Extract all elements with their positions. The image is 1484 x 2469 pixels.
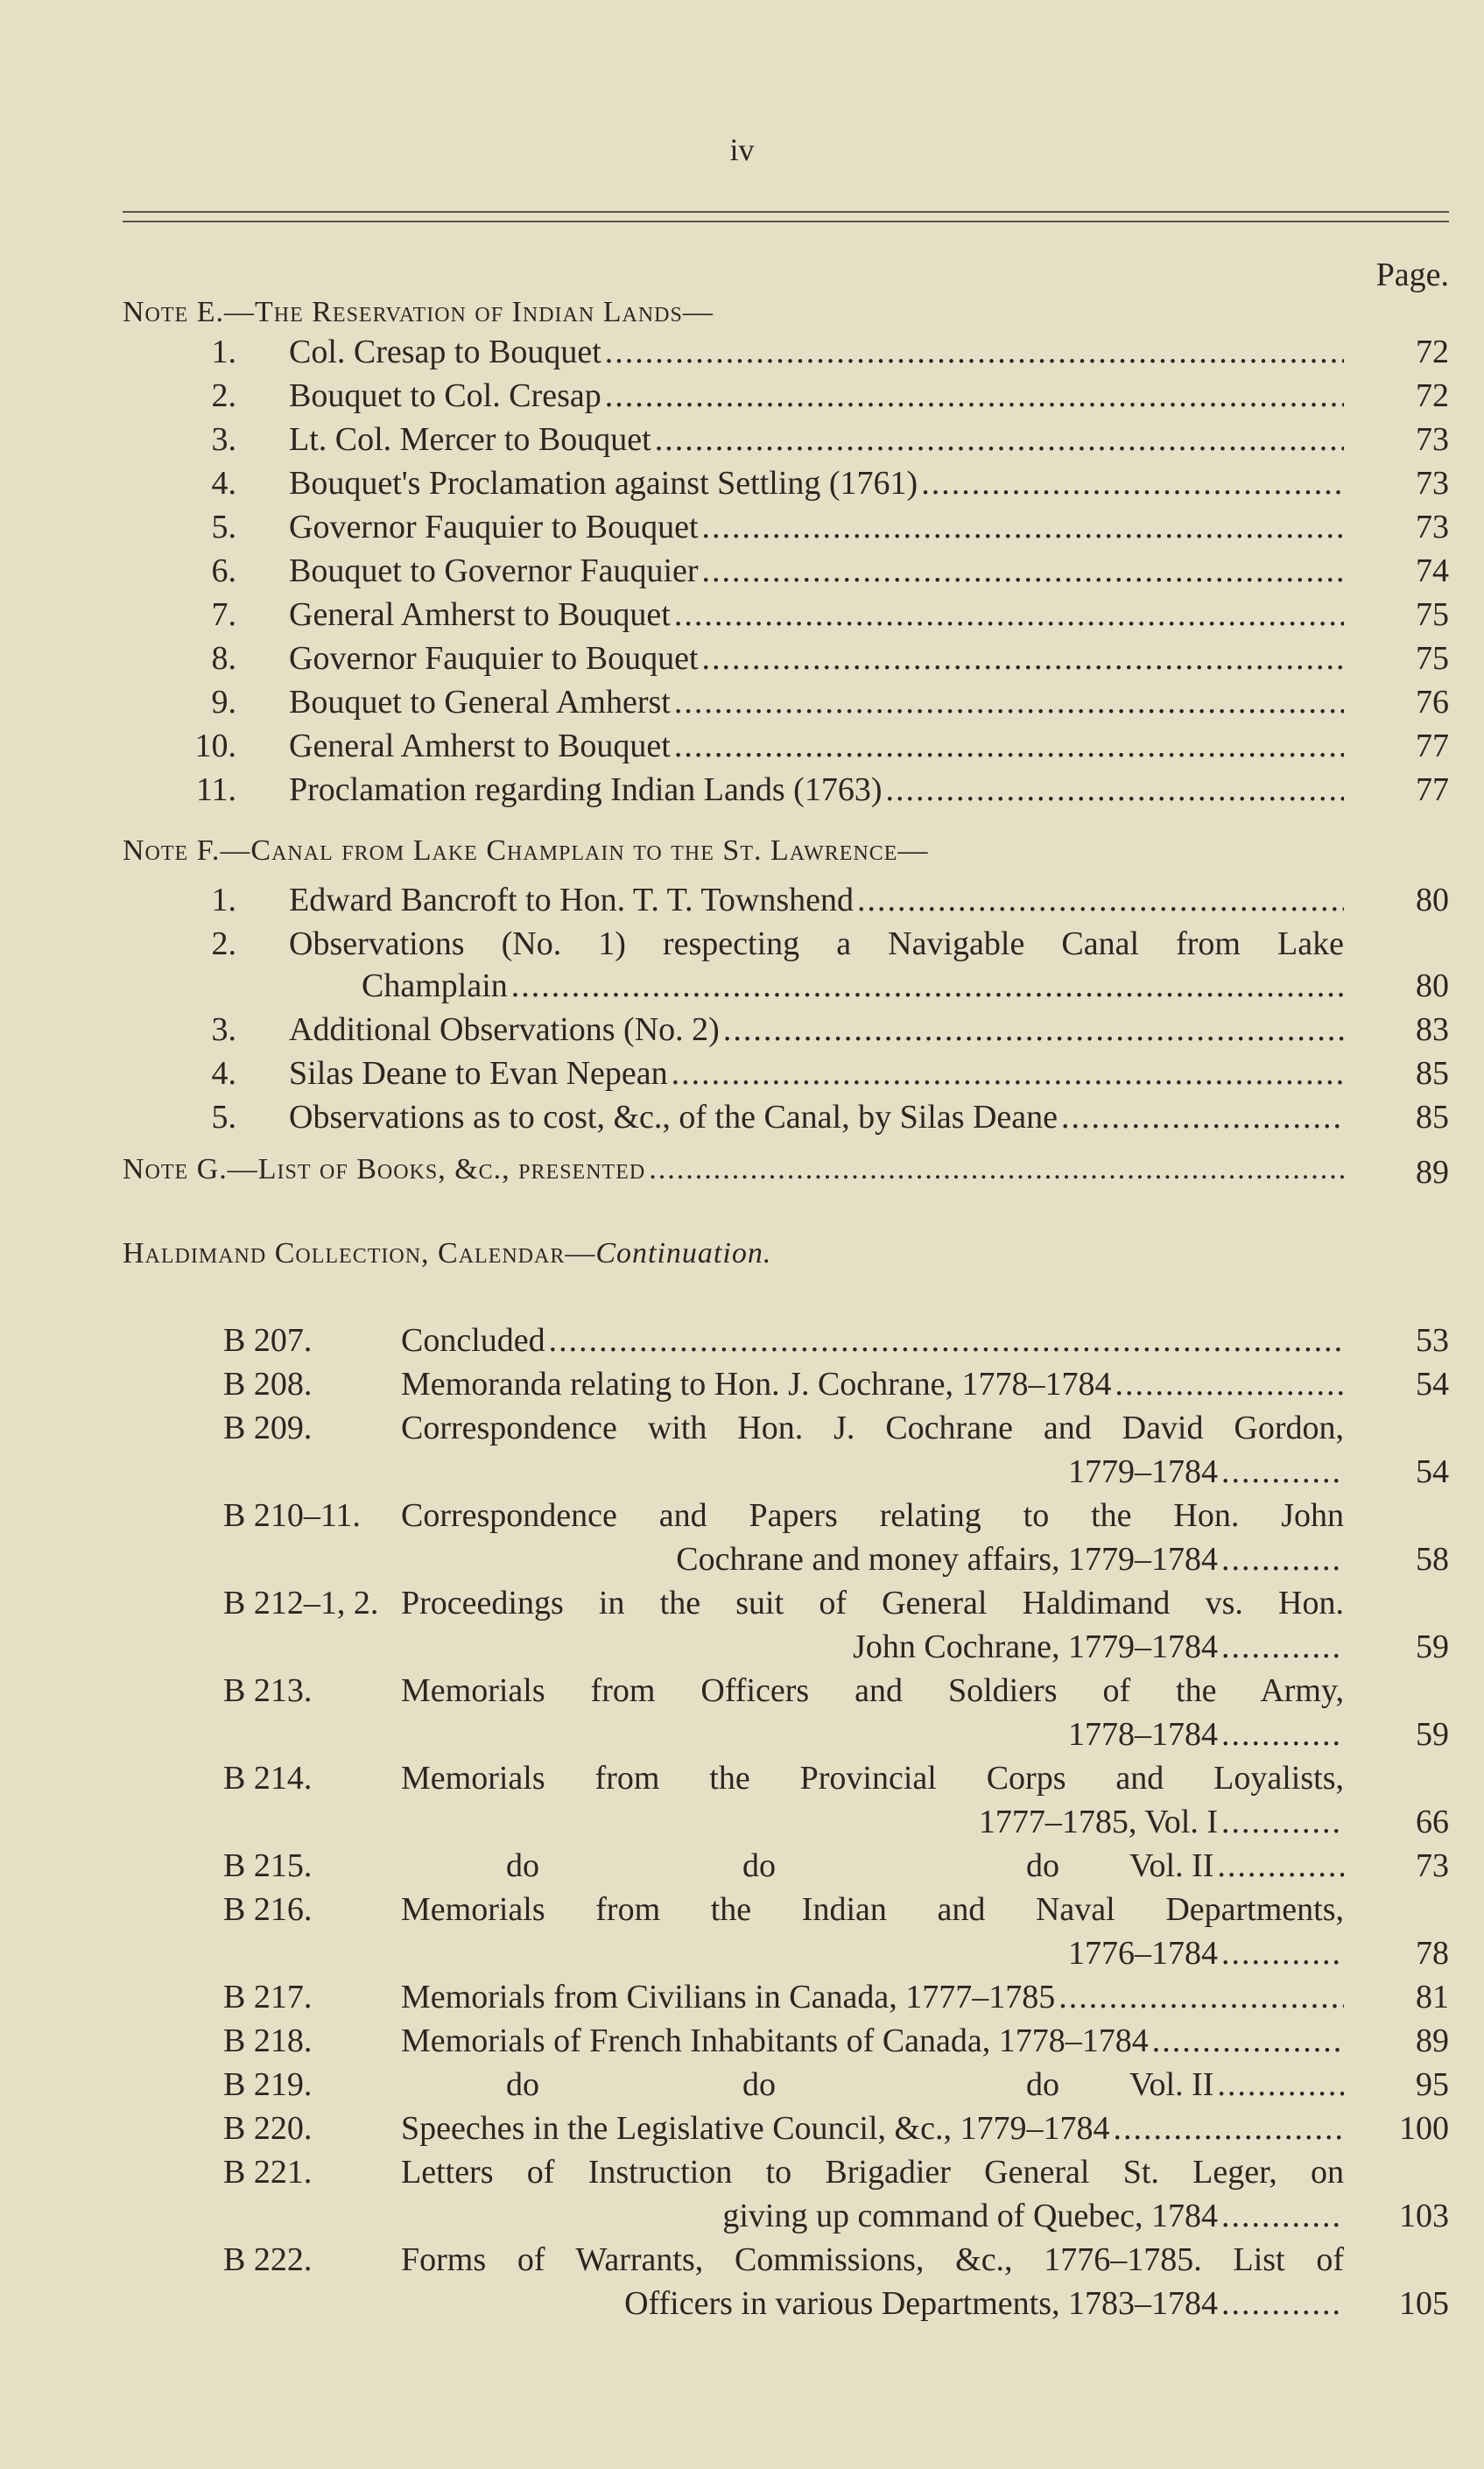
entry-code: B 210–11.	[223, 1497, 361, 1534]
entry-title-line	[289, 1054, 1344, 1093]
list-item	[0, 1098, 1484, 1142]
calendar-entry	[0, 2153, 1484, 2234]
calendar-entry	[0, 2240, 1484, 2322]
entry-title: Proceedings in the suit of General Haldimand vs. Hon.	[401, 1585, 1344, 1621]
entry-title: Governor Fauquier to Bouquet	[289, 640, 699, 677]
item-number: 2.	[211, 377, 236, 414]
note-g-row	[0, 1153, 1484, 1197]
page-column-label: Page.	[1375, 257, 1449, 293]
list-item	[0, 727, 1484, 770]
dot-leader	[549, 1321, 1344, 1360]
entry-code: B 221.	[223, 2154, 313, 2191]
dot-leader	[1221, 2284, 1344, 2323]
entry-title-line	[401, 2022, 1344, 2060]
page-ref: 80	[1416, 967, 1449, 1004]
dot-leader	[1221, 2197, 1344, 2235]
page-ref: 72	[1416, 334, 1449, 370]
entry-title: Forms of Warrants, Commissions, &c., 1776–1785. List of	[401, 2241, 1344, 2278]
entry-title: Correspondence and Papers relating to the Hon. John	[401, 1497, 1344, 1534]
item-number: 10.	[194, 728, 236, 764]
dot-leader	[1221, 1453, 1344, 1491]
page-ref: 54	[1416, 1366, 1449, 1403]
page-ref: 58	[1416, 1541, 1449, 1578]
calendar-entry	[0, 2065, 1484, 2109]
entry-title: Memorials from the Indian and Naval Departments,	[401, 1891, 1344, 1928]
item-number: 11.	[195, 771, 236, 808]
entry-title: Letters of Instruction to Brigadier General St. Leger, on	[401, 2154, 1344, 2191]
entry-title: 1776–1784	[1068, 1935, 1218, 1972]
entry-title: Bouquet to Governor Fauquier	[289, 552, 699, 589]
calendar-entry	[0, 1846, 1484, 1890]
dot-leader	[921, 464, 1344, 503]
entry-code: B 217.	[223, 1979, 313, 2015]
entry-title: 1777–1785, Vol. I	[978, 1804, 1218, 1840]
calendar-entry	[0, 1671, 1484, 1753]
ditto-mark: do	[1026, 1847, 1059, 1884]
entry-title-line	[401, 1978, 1344, 2016]
entry-title: Lt. Col. Mercer to Bouquet	[289, 421, 651, 458]
dot-leader	[1221, 1803, 1344, 1841]
dot-leader	[1058, 1978, 1344, 2016]
list-item	[0, 683, 1484, 727]
dot-leader	[1221, 1628, 1344, 1666]
item-number: 2.	[211, 925, 236, 962]
page-ref: 95	[1416, 2066, 1449, 2103]
page-ref: 77	[1416, 771, 1449, 808]
ditto-mark: do	[1026, 2066, 1059, 2103]
ditto-mark: do	[506, 1847, 539, 1884]
header-rule	[123, 211, 1449, 213]
item-number: 7.	[211, 596, 236, 633]
ditto-mark: do	[506, 2066, 539, 2103]
page-ref: 53	[1416, 1322, 1449, 1359]
entry-title-line	[1129, 1846, 1344, 1885]
dot-leader	[1221, 1934, 1344, 1973]
dot-leader	[723, 1010, 1344, 1049]
entry-title-line	[1129, 2065, 1344, 2104]
page-ref: 80	[1416, 882, 1449, 918]
list-item	[0, 552, 1484, 595]
entry-title-line	[289, 464, 1344, 503]
item-number: 4.	[211, 465, 236, 502]
dot-leader	[1152, 2022, 1344, 2060]
entry-title-line	[289, 420, 1344, 459]
entry-title-line	[289, 1098, 1344, 1136]
item-number: 9.	[211, 684, 236, 721]
haldimand-heading: Haldimand Collection, Calendar—Continuation.	[123, 1237, 772, 1270]
item-number: 5.	[211, 509, 236, 545]
page-ref: 83	[1416, 1011, 1449, 1048]
dot-leader	[702, 639, 1344, 678]
entry-title-line	[401, 2109, 1344, 2148]
page-number: iv	[729, 132, 755, 167]
dot-leader	[1115, 1365, 1344, 1403]
entry-title: Memorials of French Inhabitants of Canada, 1778–1784	[401, 2022, 1149, 2059]
entry-title-line	[289, 376, 1344, 415]
entry-title: Silas Deane to Evan Nepean	[289, 1055, 668, 1092]
entry-title-line	[289, 881, 1344, 919]
entry-code: B 207.	[223, 1322, 313, 1359]
header-rule	[123, 221, 1449, 222]
list-item	[0, 333, 1484, 376]
dot-leader	[674, 683, 1344, 721]
dot-leader	[605, 333, 1344, 371]
entry-code: B 214.	[223, 1760, 313, 1797]
dot-leader	[672, 1054, 1344, 1093]
item-number: 4.	[211, 1055, 236, 1092]
dot-leader	[885, 770, 1344, 809]
entry-title-line	[401, 2197, 1344, 2235]
list-item	[0, 925, 1484, 1004]
calendar-entry	[0, 1496, 1484, 1578]
entry-code: B 215.	[223, 1847, 313, 1884]
entry-title-line	[401, 1934, 1344, 1973]
entry-code: B 208.	[223, 1366, 313, 1403]
page-ref: 73	[1416, 421, 1449, 458]
page-ref: 78	[1416, 1935, 1449, 1972]
page-ref: 74	[1416, 552, 1449, 589]
entry-code: B 212–1, 2.	[223, 1585, 379, 1621]
list-item	[0, 376, 1484, 420]
entry-title-line	[289, 595, 1344, 634]
entry-title-line	[289, 1010, 1344, 1049]
entry-title-line	[289, 683, 1344, 721]
item-number: 1.	[211, 882, 236, 918]
entry-title: Governor Fauquier to Bouquet	[289, 509, 699, 545]
entry-title: John Cochrane, 1779–1784	[853, 1628, 1218, 1665]
entry-code: B 209.	[223, 1410, 313, 1446]
item-number: 1.	[211, 334, 236, 370]
entry-title: Correspondence with Hon. J. Cochrane and David Gordon,	[401, 1410, 1344, 1446]
entry-title: Bouquet's Proclamation against Settling (1761)	[289, 465, 918, 502]
page-ref: 59	[1416, 1628, 1449, 1665]
dot-leader	[674, 727, 1344, 765]
page-ref: 85	[1416, 1099, 1449, 1136]
entry-code: B 216.	[223, 1891, 313, 1928]
item-number: 5.	[211, 1099, 236, 1136]
entry-code: B 220.	[223, 2110, 313, 2147]
entry-title: Observations as to cost, &c., of the Canal, by Silas Deane	[289, 1099, 1058, 1136]
page-ref: 72	[1416, 377, 1449, 414]
dot-leader	[1217, 1846, 1344, 1885]
calendar-entry	[0, 1584, 1484, 1665]
entry-title-line	[289, 552, 1344, 590]
entry-code: B 218.	[223, 2022, 313, 2059]
entry-title-line	[289, 333, 1344, 371]
entry-title-line	[401, 1540, 1344, 1579]
entry-title: Bouquet to General Amherst	[289, 684, 671, 721]
list-item	[0, 881, 1484, 925]
calendar-entry	[0, 1890, 1484, 1972]
page-ref: 105	[1399, 2285, 1449, 2322]
calendar-entry	[0, 1759, 1484, 1840]
entry-title-line	[289, 508, 1344, 546]
dot-leader	[655, 420, 1344, 459]
page-ref: 75	[1416, 640, 1449, 677]
entry-title: Memorials from Officers and Soldiers of the Army,	[401, 1672, 1344, 1709]
entry-code: B 219.	[223, 2066, 313, 2103]
entry-title: Proclamation regarding Indian Lands (1763)	[289, 771, 883, 808]
note-e-heading: Note E.—The Reservation of Indian Lands—	[123, 296, 714, 328]
entry-title: General Amherst to Bouquet	[289, 596, 671, 633]
entry-title-line	[401, 1365, 1344, 1403]
page-ref: 75	[1416, 596, 1449, 633]
page-ref: 85	[1416, 1055, 1449, 1092]
dot-leader	[857, 881, 1344, 919]
calendar-entry	[0, 1409, 1484, 1490]
list-item	[0, 770, 1484, 814]
page-ref: 73	[1416, 509, 1449, 545]
entry-title: Col. Cresap to Bouquet	[289, 334, 601, 370]
entry-title-line	[289, 770, 1344, 809]
entry-title: Vol. II	[1129, 1847, 1214, 1884]
calendar-entry	[0, 2109, 1484, 2153]
dot-leader	[1061, 1098, 1344, 1136]
dot-leader	[702, 552, 1344, 590]
note-f-heading: Note F.—Canal from Lake Champlain to the St. Lawrence—	[123, 834, 929, 867]
entry-title-line	[401, 1321, 1344, 1360]
entry-title-line	[401, 1453, 1344, 1491]
entry-title: Memorials from Civilians in Canada, 1777–1785	[401, 1979, 1056, 2015]
entry-title: Memorials from the Provincial Corps and Loyalists,	[401, 1760, 1344, 1797]
ditto-mark: do	[742, 1847, 776, 1884]
list-item	[0, 420, 1484, 464]
dot-leader	[1113, 2109, 1344, 2148]
page-ref: 103	[1399, 2198, 1449, 2234]
entry-title: 1778–1784	[1068, 1716, 1218, 1753]
page-ref: 89	[1416, 2022, 1449, 2059]
entry-title: Cochrane and money affairs, 1779–1784	[676, 1541, 1218, 1578]
entry-title: Officers in various Departments, 1783–1784	[624, 2285, 1218, 2322]
list-item	[0, 1010, 1484, 1054]
entry-code: B 222.	[223, 2241, 313, 2278]
list-item	[0, 508, 1484, 552]
entry-title-line	[289, 639, 1344, 678]
entry-title: General Amherst to Bouquet	[289, 728, 671, 764]
entry-title: Bouquet to Col. Cresap	[289, 377, 601, 414]
entry-title: Concluded	[401, 1322, 545, 1359]
dot-leader	[1217, 2065, 1344, 2104]
page-ref: 77	[1416, 728, 1449, 764]
entry-title-line	[362, 967, 1344, 1005]
dot-leader	[674, 595, 1344, 634]
item-number: 8.	[211, 640, 236, 677]
entry-title: 1779–1784	[1068, 1453, 1218, 1490]
list-item	[0, 639, 1484, 683]
calendar-entry	[0, 1321, 1484, 1365]
entry-title: Speeches in the Legislative Council, &c., 1779–1784	[401, 2110, 1110, 2147]
entry-title-line	[401, 1803, 1344, 1841]
page-ref: 76	[1416, 684, 1449, 721]
calendar-entry	[0, 2022, 1484, 2065]
entry-title: Observations (No. 1) respecting a Navigable Canal from Lake	[289, 925, 1344, 962]
entry-title: Edward Bancroft to Hon. T. T. Townshend	[289, 882, 854, 918]
list-item	[0, 464, 1484, 508]
entry-code: B 213.	[223, 1672, 313, 1709]
item-number: 3.	[211, 421, 236, 458]
page-ref: 73	[1416, 465, 1449, 502]
page-ref: 73	[1416, 1847, 1449, 1884]
dot-leader	[511, 967, 1344, 1005]
dot-leader	[702, 508, 1344, 546]
entry-title: Additional Observations (No. 2)	[289, 1011, 720, 1048]
item-number: 6.	[211, 552, 236, 589]
calendar-entry	[0, 1365, 1484, 1409]
dot-leader	[1221, 1540, 1344, 1579]
page-ref: 100	[1399, 2110, 1449, 2147]
entry-title-line	[289, 727, 1344, 765]
item-number: 3.	[211, 1011, 236, 1048]
page-ref: 66	[1416, 1804, 1449, 1840]
entry-title: giving up command of Quebec, 1784	[722, 2198, 1218, 2234]
list-item	[0, 595, 1484, 639]
entry-title: Memoranda relating to Hon. J. Cochrane, 1778–1784	[401, 1366, 1112, 1403]
entry-title-line	[401, 1715, 1344, 1754]
page-ref: 81	[1416, 1979, 1449, 2015]
page-ref: 59	[1416, 1716, 1449, 1753]
entry-title-line	[401, 2284, 1344, 2323]
entry-title: Vol. II	[1129, 2066, 1214, 2103]
note-g-heading: Note G.—List of Books, &c., presented	[123, 1153, 646, 1185]
ditto-mark: do	[742, 2066, 776, 2103]
list-item	[0, 1054, 1484, 1098]
page-ref: 54	[1416, 1453, 1449, 1490]
dot-leader	[605, 376, 1344, 415]
dot-leader	[1221, 1715, 1344, 1754]
calendar-entry	[0, 1978, 1484, 2022]
entry-title-line	[401, 1628, 1344, 1666]
entry-title: Champlain	[362, 967, 508, 1004]
page-ref: 89	[1416, 1154, 1449, 1191]
